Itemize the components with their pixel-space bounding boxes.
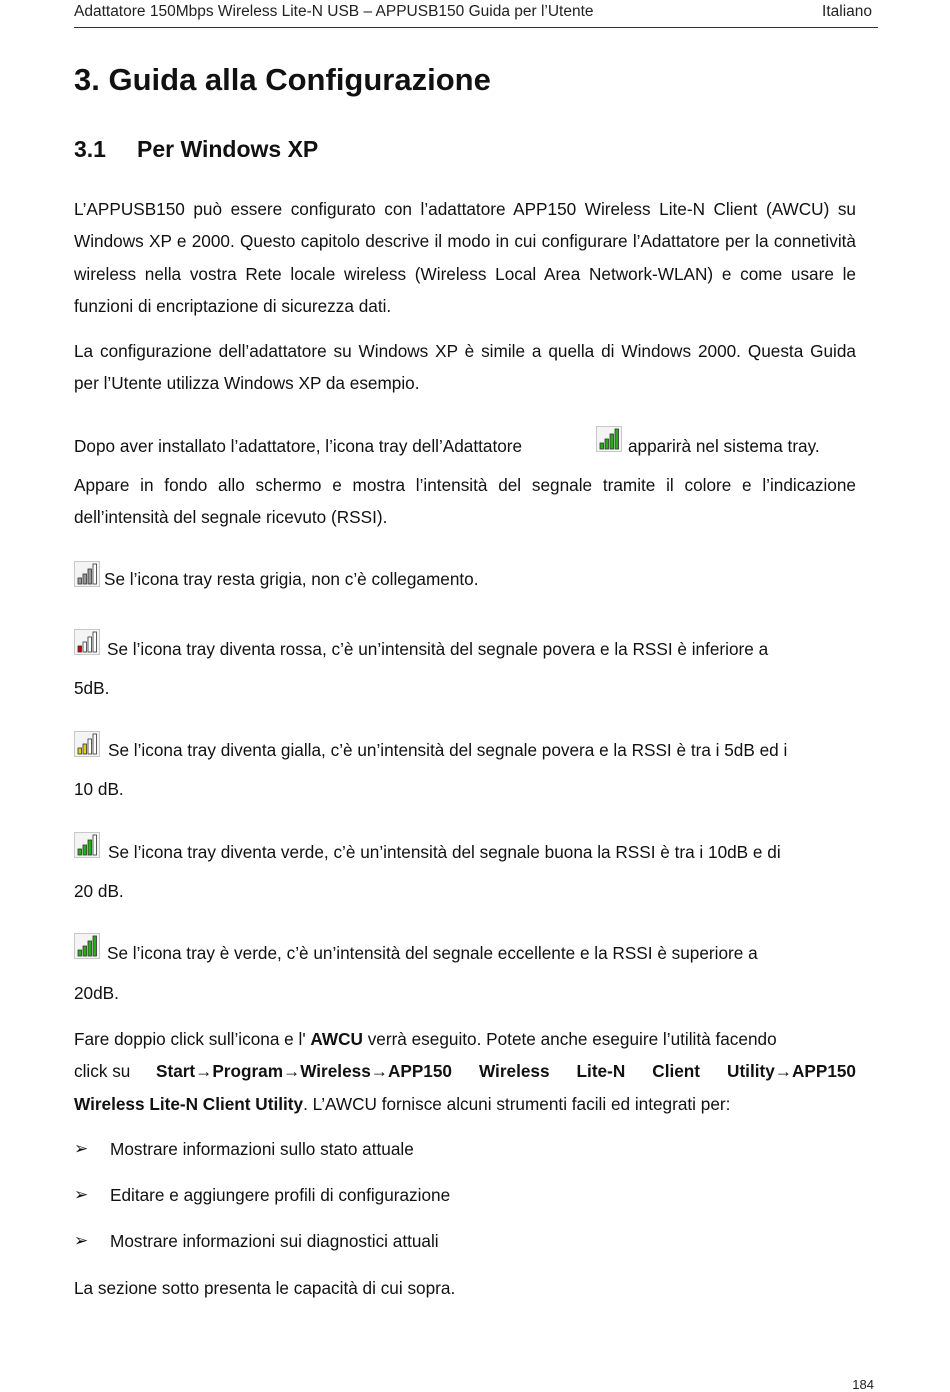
state-excellent-text: Se l’icona tray è verde, c’è un’intensità del segnale eccellente e la RSSI è superiore a [107, 943, 758, 963]
state-green-text-cont: 20 dB. [74, 881, 124, 901]
awcu-line-3 [74, 1094, 730, 1115]
awcu-text-a: Fare doppio click sull’icona e l' [74, 1029, 306, 1049]
state-red-text-cont: 5dB. [74, 678, 110, 698]
awcu-click-su: click su [74, 1061, 131, 1081]
intro-paragraph: L’APPUSB150 può essere configurato con l’adattatore APP150 Wireless Lite-N Client (AWCU) su Windows XP e 2000. Questo capitolo descrive il modo in cui configurare l’Adattatore per la connetività wireless nella vostra Rete locale wireless (Wireless Local Area Network-WLAN) e come usare le funzioni di encriptazione di sicurezza dati. [74, 199, 856, 316]
signal-tray-icon [596, 426, 622, 452]
awcu-text-c: verrà eseguito. Potete anche eseguire l’utilità facendo [367, 1029, 777, 1049]
awcu-tools-text: . L’AWCU fornisce alcuni strumenti facili ed integrati per: [303, 1094, 731, 1114]
utility-name: Wireless Lite-N Client Utility [74, 1094, 304, 1114]
windows-similar-paragraph: La configurazione dell’adattatore su Windows XP è simile a quella di Windows 2000. Questa Guida per l’Utente utilizza Windows XP da esempio. [74, 341, 856, 394]
page-number: 184 [852, 1377, 874, 1392]
bullet-marker: ➢ [74, 1185, 89, 1204]
awcu-name: AWCU [310, 1029, 363, 1049]
state-red-text: Se l’icona tray diventa rossa, c’è un’intensità del segnale povera e la RSSI è inferiore a [107, 639, 769, 659]
header-title: Adattatore 150Mbps Wireless Lite-N USB – APPUSB150 Guida per l’Utente [74, 3, 594, 20]
green-signal-icon [74, 832, 100, 858]
green-full-signal-icon [74, 933, 100, 959]
yellow-signal-icon [74, 731, 100, 757]
state-yellow-text-cont: 10 dB. [74, 779, 124, 799]
tray-line-1b: apparirà nel sistema tray. [628, 436, 820, 456]
header-divider [74, 27, 878, 28]
state-green-text: Se l’icona tray diventa verde, c’è un’intensità del segnale buona la RSSI è tra i 10dB e di [108, 842, 781, 862]
awcu-line-1 [74, 1029, 777, 1050]
bullet-marker: ➢ [74, 1139, 89, 1158]
grey-signal-icon [74, 561, 100, 587]
bullet-status-info: Mostrare informazioni sullo stato attuale [110, 1139, 414, 1159]
awcu-line-2 [74, 1061, 130, 1082]
state-excellent-text-cont: 20dB. [74, 983, 119, 1003]
section-number: 3.1 [74, 136, 106, 162]
chapter-title: 3. Guida alla Configurazione [74, 62, 491, 97]
header-language: Italiano [822, 3, 872, 20]
bullet-diagnostics: Mostrare informazioni sui diagnostici attuali [110, 1231, 439, 1251]
tray-paragraph-rest: Appare in fondo allo schermo e mostra l’intensità del segnale tramite il colore e l’indicazione dell’intensità del segnale ricevuto (RSSI). [74, 475, 856, 528]
red-signal-icon [74, 629, 100, 655]
tray-line-1a: Dopo aver installato l’adattatore, l’icona tray dell’Adattatore [74, 436, 523, 456]
signal-bars-icon [596, 426, 622, 452]
start-menu-path: Start→Program→Wireless→APP150 Wireless Lite-N Client Utility→APP150 [156, 1061, 856, 1081]
bullet-profiles: Editare e aggiungere profili di configurazione [110, 1185, 451, 1205]
state-yellow-text: Se l’icona tray diventa gialla, c’è un’intensità del segnale povera e la RSSI è tra i 5dB ed i [108, 740, 788, 760]
state-grey-text: Se l’icona tray resta grigia, non c’è collegamento. [104, 569, 479, 589]
section-title: Per Windows XP [137, 136, 319, 162]
bullet-marker: ➢ [74, 1231, 89, 1250]
closing-sentence: La sezione sotto presenta le capacità di cui sopra. [74, 1278, 456, 1298]
